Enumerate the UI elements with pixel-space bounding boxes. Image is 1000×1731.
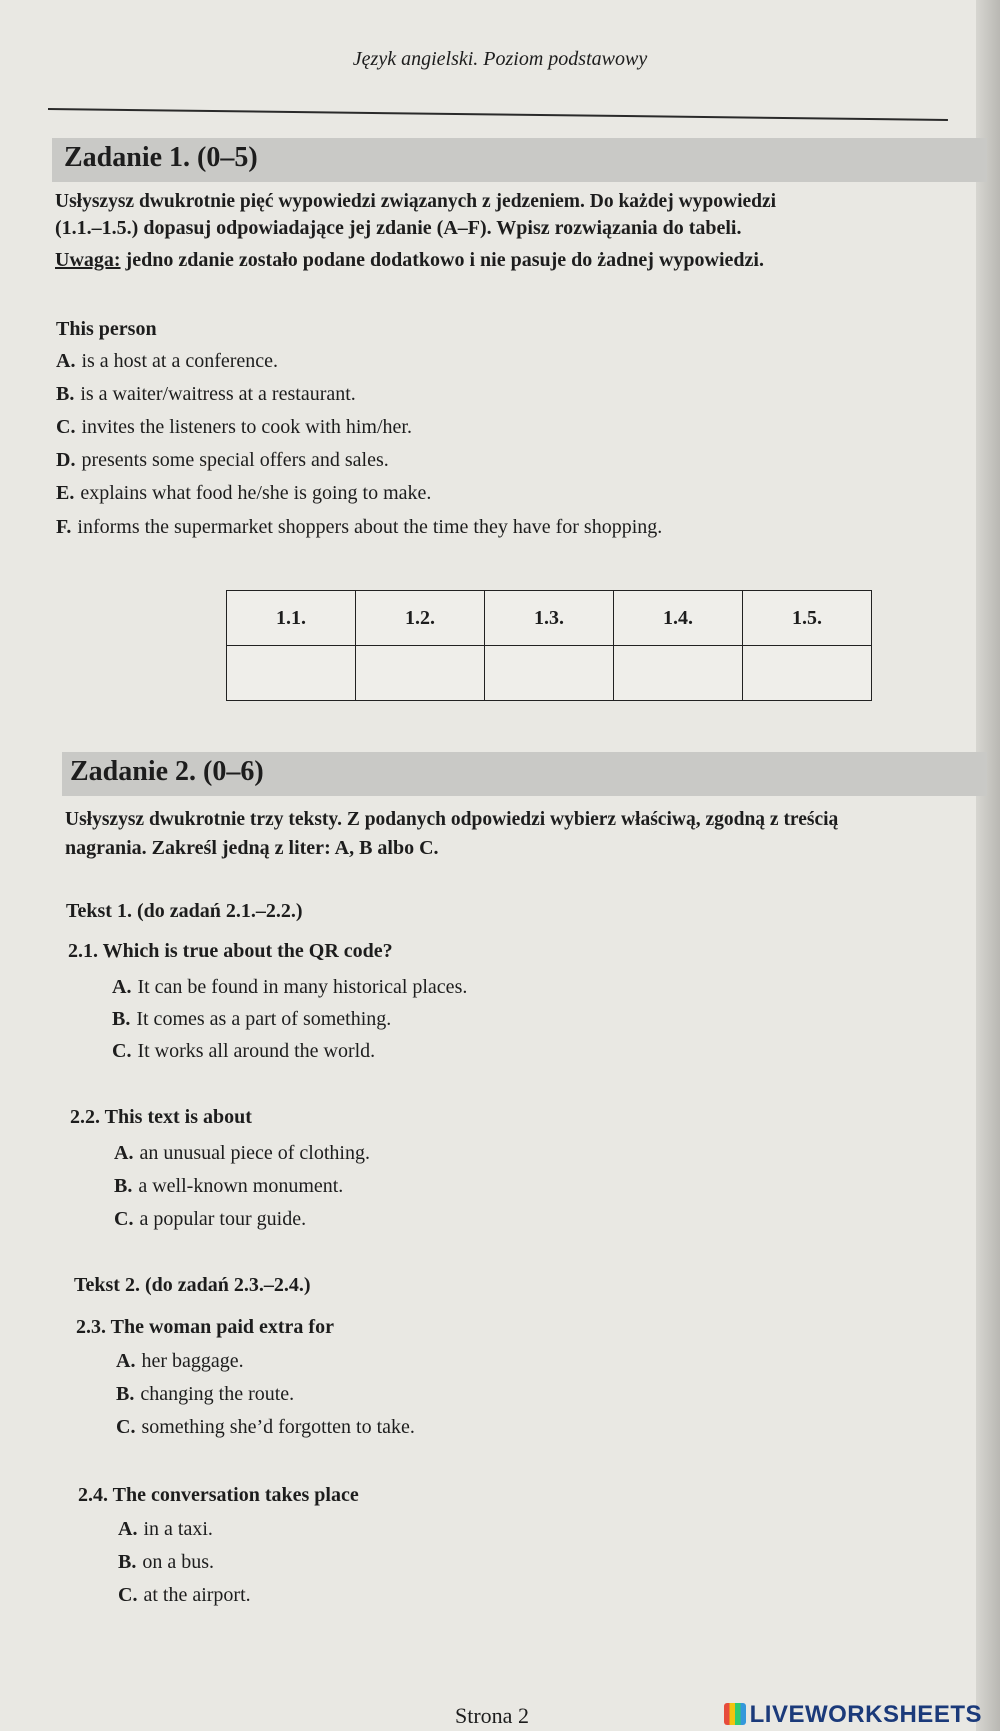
q2-2-option-b[interactable]: B. a well-known monument. (114, 1175, 344, 1197)
text1-label: Tekst 1. (do zadań 2.1.–2.2.) (66, 900, 303, 922)
page-number: Strona 2 (455, 1703, 529, 1728)
answer-cell-1-1[interactable] (227, 646, 356, 701)
liveworksheets-logo-icon (724, 1703, 746, 1725)
q2-3-option-a[interactable]: A. her baggage. (116, 1350, 244, 1372)
answer-table-header-row (227, 591, 872, 646)
q2-2-option-c[interactable]: C. a popular tour guide. (114, 1208, 307, 1230)
question-2-2: 2.2. This text is about (70, 1106, 252, 1128)
running-head: Język angielski. Poziom podstawowy (352, 48, 648, 70)
q2-4-option-c[interactable]: C. at the airport. (118, 1584, 251, 1606)
q2-1-option-a[interactable]: A. It can be found in many historical places. (112, 976, 468, 998)
answer-header-1-5: 1.5. (743, 591, 872, 646)
task1-title: Zadanie 1. (0–5) (64, 142, 258, 173)
answer-cell-1-4[interactable] (614, 646, 743, 701)
question-2-3: 2.3. The woman paid extra for (76, 1316, 334, 1338)
note-text: jedno zdanie zostało podane dodatkowo i nie pasuje do żadnej wypowiedzi. (120, 249, 764, 271)
answer-header-1-3: 1.3. (485, 591, 614, 646)
task1-option-e: E. explains what food he/she is going to make. (56, 482, 432, 504)
task1-lead: This person (56, 318, 157, 340)
task1-instruction-line2: (1.1.–1.5.) dopasuj odpowiadające jej zdanie (A–F). Wpisz rozwiązania do tabeli. (55, 217, 742, 239)
answer-cell-1-5[interactable] (743, 646, 872, 701)
brand-text: LIVEWORKSHEETS (749, 1701, 982, 1728)
task1-option-d: D. presents some special offers and sales. (56, 449, 389, 471)
answer-table-input-row (227, 646, 872, 701)
q2-4-option-a[interactable]: A. in a taxi. (118, 1518, 213, 1540)
question-2-1: 2.1. Which is true about the QR code? (68, 940, 393, 962)
answer-header-1-2: 1.2. (356, 591, 485, 646)
task1-answer-table (226, 590, 872, 701)
task2-instruction-line2: nagrania. Zakreśl jedną z liter: A, B albo C. (65, 837, 439, 859)
task1-option-b: B. is a waiter/waitress at a restaurant. (56, 383, 356, 405)
q2-2-option-a[interactable]: A. an unusual piece of clothing. (114, 1142, 370, 1164)
task2-title: Zadanie 2. (0–6) (70, 756, 264, 787)
answer-cell-1-3[interactable] (485, 646, 614, 701)
q2-1-option-c[interactable]: C. It works all around the world. (112, 1040, 376, 1062)
q2-4-option-b[interactable]: B. on a bus. (118, 1551, 215, 1573)
answer-header-1-4: 1.4. (614, 591, 743, 646)
header-rule (48, 108, 948, 121)
note-label: Uwaga: (55, 249, 121, 271)
task1-instruction-line1: Usłyszysz dwukrotnie pięć wypowiedzi związanych z jedzeniem. Do każdej wypowiedzi (55, 191, 777, 212)
task1-option-f: F. informs the supermarket shoppers about the time they have for shopping. (56, 516, 663, 538)
task1-option-a: A. is a host at a conference. (56, 350, 279, 372)
page-edge-shadow (976, 0, 1000, 1731)
q2-3-option-b[interactable]: B. changing the route. (116, 1383, 295, 1405)
task2-instruction-line1: Usłyszysz dwukrotnie trzy teksty. Z podanych odpowiedzi wybierz właściwą, zgodną z treścią (65, 809, 839, 830)
answer-header-1-1: 1.1. (227, 591, 356, 646)
task1-option-c: C. invites the listeners to cook with him/her. (56, 416, 412, 438)
answer-cell-1-2[interactable] (356, 646, 485, 701)
liveworksheets-logo (724, 1701, 982, 1729)
q2-3-option-c[interactable]: C. something she’d forgotten to take. (116, 1416, 415, 1438)
text2-label: Tekst 2. (do zadań 2.3.–2.4.) (74, 1274, 311, 1296)
task1-note (55, 246, 955, 274)
q2-1-option-b[interactable]: B. It comes as a part of something. (112, 1008, 392, 1030)
question-2-4: 2.4. The conversation takes place (78, 1484, 359, 1506)
